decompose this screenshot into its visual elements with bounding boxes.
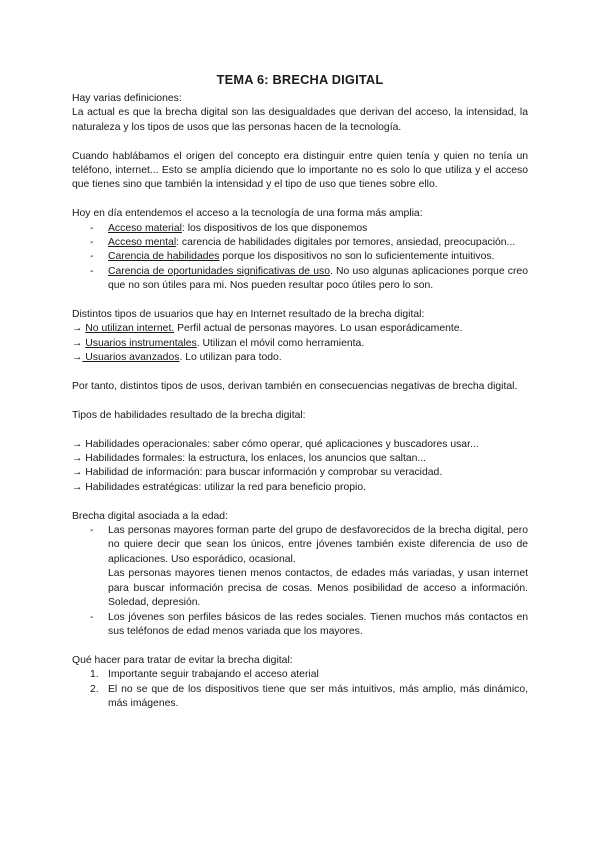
access-lead: Hoy en día entendemos el acceso a la tecnología de una forma más amplia: — [72, 208, 423, 220]
user-text: . Lo utilizan para todo. — [179, 352, 282, 364]
age-item-paragraph: - Las personas mayores forman parte del grupo de desfavorecidos de la brecha digital, pero no quiere decir que sean los únicos, entre jóvenes también existe diferencia de uso de aplicaciones. Uso esporádico, ocasional. — [108, 525, 528, 565]
skills-item: → Habilidades operacionales: saber cómo operar, qué aplicaciones y buscadores usar... — [72, 438, 479, 450]
list-item — [72, 222, 528, 236]
list-term: Carencia de oportunidades significativas de uso — [108, 265, 330, 277]
list-text: El no se que de los dispositivos tiene que ser más intuitivos, más amplio, más dinámico, más imágenes. — [108, 683, 528, 709]
list-item — [72, 524, 528, 610]
skills-item: → Habilidad de información: para buscar información y comprobar su veracidad. — [72, 467, 443, 479]
list-text: Importante seguir trabajando el acceso aterial — [108, 669, 319, 681]
user-term: Usuarios avanzados — [82, 352, 180, 364]
age-item-paragraph: Las personas mayores tienen menos contactos, de edades más variadas, y usan internet para buscar información precisa de cosas. Menos posibilidad de acceso a información. Soledad, depresión. — [108, 568, 528, 609]
age-list — [72, 524, 528, 639]
arrow-icon: → — [72, 352, 83, 364]
list-text: . No uso algunas aplicaciones porque creo que no son útiles para mi. Nos pueden resultar poco útiles pero lo son. — [108, 265, 528, 292]
users-item — [72, 322, 528, 336]
list-text: porque los dispositivos no son lo suficientemente intuitivos. — [219, 251, 495, 263]
access-list — [72, 222, 528, 294]
users-lead: Distintos tipos de usuarios que hay en Internet resultado de la brecha digital: — [72, 309, 425, 321]
list-term: Acceso mental — [108, 237, 177, 249]
intro-lead: Hay varias definiciones: — [72, 93, 182, 104]
list-item — [72, 236, 528, 250]
age-item-paragraph: Los jóvenes son perfiles básicos de las redes sociales. Tienen muchos más contactos en sus teléfonos de edad menos variada que los mayores. — [108, 611, 528, 637]
document-page — [72, 72, 528, 711]
list-number: 2. — [90, 683, 99, 695]
list-text: : los dispositivos de los que disponemos — [181, 222, 368, 234]
skills-lead: Tipos de habilidades resultado de la brecha digital: — [72, 409, 306, 421]
list-number: 1. — [90, 669, 99, 681]
page-title: TEMA 6: BRECHA DIGITAL — [216, 72, 384, 87]
user-term: Usuarios instrumentales — [85, 337, 197, 349]
user-text: Perfil actual de personas mayores. Lo usan esporádicamente. — [174, 323, 463, 335]
skills-item: → Habilidades estratégicas: utilizar la red para beneficio propio. — [72, 481, 366, 493]
users-item — [72, 351, 528, 365]
list-item — [72, 265, 528, 294]
list-item — [72, 668, 528, 682]
list-item — [72, 683, 528, 712]
avoid-lead: Qué hacer para tratar de evitar la brecha digital: — [72, 654, 293, 666]
age-lead: Brecha digital asociada a la edad: — [72, 510, 228, 522]
consequences-paragraph: Por tanto, distintos tipos de usos, derivan también en consecuencias negativas de brecha digital. — [72, 381, 518, 393]
arrow-icon: → — [72, 337, 83, 349]
list-term: Carencia de habilidades — [108, 251, 220, 263]
skills-item: → Habilidades formales: la estructura, los enlaces, los anuncios que saltan... — [72, 453, 427, 465]
list-text: : carencia de habilidades digitales por temores, ansiedad, preocupación... — [176, 237, 516, 249]
user-term: No utilizan internet. — [85, 323, 175, 335]
arrow-icon: → — [72, 323, 83, 335]
users-item — [72, 337, 528, 351]
intro-text: La actual es que la brecha digital son las desigualdades que derivan del acceso, la intensidad, la naturaleza y los tipos de usos que las personas hacen de la tecnología. — [72, 107, 528, 133]
avoid-list — [72, 668, 528, 711]
origin-paragraph: Cuando hablábamos el origen del concepto era distinguir entre quien tenía y quien no tenía un teléfono, internet... Esto se amplía diciendo que lo importante no es solo lo que utiliza y el acceso que tienes sino que también la intensidad y el tipo de uso que tienes sobre ello. — [72, 150, 528, 191]
user-text: . Utilizan el móvil como herramienta. — [196, 337, 365, 349]
list-term: Acceso material — [108, 222, 182, 234]
list-item — [72, 611, 528, 640]
list-item — [72, 250, 528, 264]
